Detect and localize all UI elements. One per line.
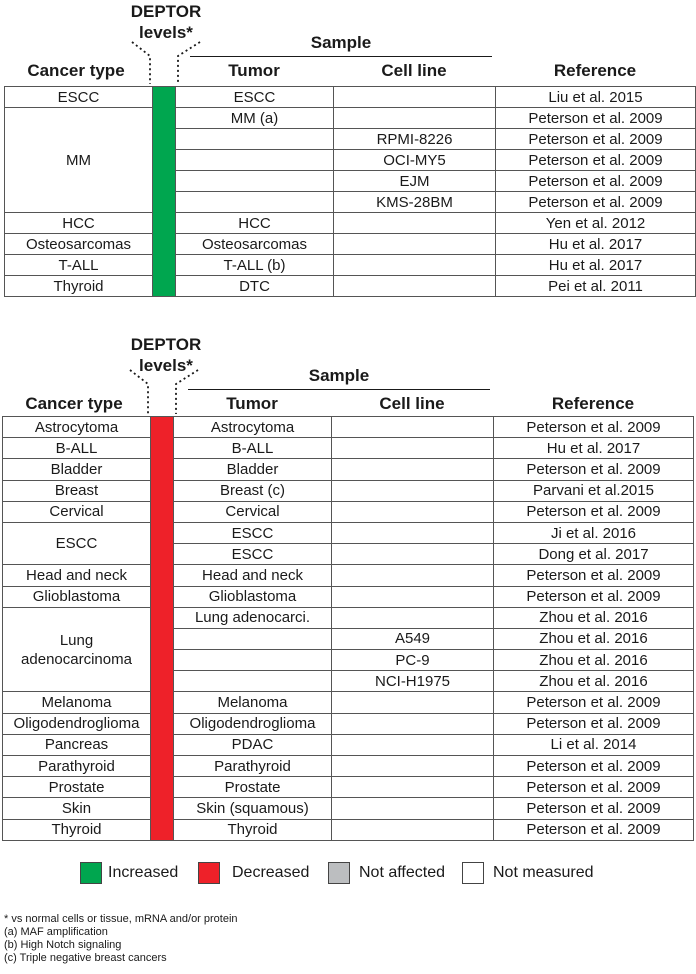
- cell-line-cell: [334, 87, 496, 108]
- col-header-tumor-2: Tumor: [226, 394, 278, 413]
- cell-line-cell: [332, 713, 494, 734]
- reference-cell: Peterson et al. 2009: [496, 150, 696, 171]
- cell-line-cell: [334, 276, 496, 297]
- cell-line-cell: A549: [332, 628, 494, 649]
- deptor-level-cell: [151, 459, 174, 480]
- deptor-level-cell: [153, 234, 176, 255]
- legend-swatch-not-measured: [462, 862, 484, 884]
- reference-cell: Peterson et al. 2009: [494, 459, 694, 480]
- cell-line-cell: [332, 586, 494, 607]
- reference-cell: Zhou et al. 2016: [494, 671, 694, 692]
- deptor-header-line1: DEPTOR: [130, 2, 202, 21]
- cancer-type-cell: B-ALL: [3, 438, 151, 459]
- cell-line-cell: NCI-H1975: [332, 671, 494, 692]
- cell-line-cell: [332, 501, 494, 522]
- table-row: [3, 438, 694, 459]
- cell-line-cell: [332, 734, 494, 755]
- tumor-cell: MM (a): [176, 108, 334, 129]
- cell-line-cell: [332, 544, 494, 565]
- reference-cell: Peterson et al. 2009: [494, 586, 694, 607]
- reference-cell: Peterson et al. 2009: [494, 565, 694, 586]
- reference-cell: Peterson et al. 2009: [494, 798, 694, 819]
- deptor-level-cell: [151, 480, 174, 501]
- col-header-cancer-type-2: Cancer type: [25, 394, 123, 413]
- cancer-type-cell: Thyroid: [5, 276, 153, 297]
- cell-line-cell: [334, 255, 496, 276]
- tumor-cell: [176, 129, 334, 150]
- cell-line-cell: [332, 438, 494, 459]
- deptor-level-cell: [151, 586, 174, 607]
- cell-line-cell: [332, 777, 494, 798]
- cell-line-cell: [332, 459, 494, 480]
- deptor-level-cell: [153, 108, 176, 129]
- tumor-cell: Cervical: [174, 501, 332, 522]
- deptor-header-line2: levels*: [139, 23, 193, 42]
- table-row: [5, 255, 696, 276]
- footnote-asterisk: * vs normal cells or tissue, mRNA and/or protein: [4, 913, 238, 925]
- table-row: [3, 480, 694, 501]
- tumor-cell: Parathyroid: [174, 756, 332, 777]
- cancer-type-cell: Osteosarcomas: [5, 234, 153, 255]
- deptor-level-cell: [153, 213, 176, 234]
- tumor-cell: HCC: [176, 213, 334, 234]
- cancer-type-cell: ESCC: [3, 522, 151, 564]
- deptor-level-cell: [151, 756, 174, 777]
- cancer-type-cell: Thyroid: [3, 819, 151, 840]
- tumor-cell: ESCC: [174, 544, 332, 565]
- sample-underline-2: [188, 389, 490, 390]
- deptor-level-cell: [151, 501, 174, 522]
- footnote-a: (a) MAF amplification: [4, 926, 108, 938]
- tumor-cell: [176, 192, 334, 213]
- legend-swatch-decreased: [198, 862, 220, 884]
- reference-cell: Peterson et al. 2009: [496, 171, 696, 192]
- table-row: [5, 234, 696, 255]
- table-row: [3, 501, 694, 522]
- cell-line-cell: RPMI-8226: [334, 129, 496, 150]
- cancer-type-cell: Melanoma: [3, 692, 151, 713]
- reference-cell: Zhou et al. 2016: [494, 650, 694, 671]
- cancer-type-cell: Skin: [3, 798, 151, 819]
- tumor-cell: Bladder: [174, 459, 332, 480]
- deptor-level-cell: [151, 734, 174, 755]
- col-header-reference-1: Reference: [553, 61, 637, 80]
- deptor-level-cell: [151, 565, 174, 586]
- deptor-level-cell: [151, 417, 174, 438]
- deptor-level-cell: [153, 192, 176, 213]
- cell-line-cell: [332, 819, 494, 840]
- reference-cell: Pei et al. 2011: [496, 276, 696, 297]
- reference-cell: Peterson et al. 2009: [494, 417, 694, 438]
- cell-line-cell: [332, 522, 494, 543]
- table-row: [3, 692, 694, 713]
- reference-cell: Liu et al. 2015: [496, 87, 696, 108]
- cancer-type-cell: Cervical: [3, 501, 151, 522]
- deptor-level-cell: [153, 171, 176, 192]
- tumor-cell: Breast (c): [174, 480, 332, 501]
- table-row: [5, 213, 696, 234]
- reference-cell: Peterson et al. 2009: [496, 192, 696, 213]
- deptor-level-cell: [151, 438, 174, 459]
- table-row: [3, 607, 694, 628]
- table-row: [3, 819, 694, 840]
- reference-cell: Li et al. 2014: [494, 734, 694, 755]
- cancer-type-cell: Pancreas: [3, 734, 151, 755]
- cancer-type-cell: Lung adenocarcinoma: [3, 607, 151, 692]
- cancer-type-cell: ESCC: [5, 87, 153, 108]
- col-header-cancer-type-1: Cancer type: [27, 61, 125, 80]
- col-header-cell-line-2: Cell line: [379, 394, 445, 413]
- tumor-cell: Oligodendroglioma: [174, 713, 332, 734]
- deptor-level-cell: [153, 87, 176, 108]
- cancer-type-cell: Breast: [3, 480, 151, 501]
- tumor-cell: B-ALL: [174, 438, 332, 459]
- sample-header-1: Sample: [310, 33, 372, 52]
- decreased-deptor-table: [2, 416, 694, 841]
- table-row: [3, 522, 694, 543]
- table-row: [3, 565, 694, 586]
- table-row: [5, 87, 696, 108]
- deptor-level-cell: [151, 671, 174, 692]
- tumor-cell: Lung adenocarci.: [174, 607, 332, 628]
- cancer-type-cell: Head and neck: [3, 565, 151, 586]
- tumor-cell: Prostate: [174, 777, 332, 798]
- reference-cell: Zhou et al. 2016: [494, 607, 694, 628]
- cancer-type-cell: Oligodendroglioma: [3, 713, 151, 734]
- table-row: [3, 777, 694, 798]
- reference-cell: Hu et al. 2017: [494, 438, 694, 459]
- col-header-reference-2: Reference: [551, 394, 635, 413]
- tumor-cell: DTC: [176, 276, 334, 297]
- reference-cell: Peterson et al. 2009: [496, 108, 696, 129]
- table-row: [3, 586, 694, 607]
- cell-line-cell: EJM: [334, 171, 496, 192]
- reference-cell: Ji et al. 2016: [494, 522, 694, 543]
- tumor-cell: [174, 650, 332, 671]
- cell-line-cell: [332, 565, 494, 586]
- legend-label-decreased: Decreased: [232, 864, 310, 881]
- table-row: [5, 276, 696, 297]
- tumor-cell: Skin (squamous): [174, 798, 332, 819]
- cancer-type-cell: HCC: [5, 213, 153, 234]
- sample-underline-1: [190, 56, 492, 57]
- tumor-cell: ESCC: [174, 522, 332, 543]
- cell-line-cell: [334, 213, 496, 234]
- cancer-type-cell: Astrocytoma: [3, 417, 151, 438]
- footnote-c: (c) Triple negative breast cancers: [4, 952, 167, 964]
- tumor-cell: [174, 628, 332, 649]
- reference-cell: Dong et al. 2017: [494, 544, 694, 565]
- tumor-cell: Melanoma: [174, 692, 332, 713]
- deptor-level-cell: [151, 607, 174, 628]
- reference-cell: Peterson et al. 2009: [494, 692, 694, 713]
- increased-deptor-table: [4, 86, 696, 297]
- legend-swatch-not-affected: [328, 862, 350, 884]
- deptor-level-cell: [151, 522, 174, 543]
- cell-line-cell: [332, 607, 494, 628]
- table-row: [3, 756, 694, 777]
- legend-swatch-increased: [80, 862, 102, 884]
- tumor-cell: [174, 671, 332, 692]
- table-row: [3, 713, 694, 734]
- cell-line-cell: [332, 756, 494, 777]
- tumor-cell: Astrocytoma: [174, 417, 332, 438]
- deptor-level-cell: [151, 819, 174, 840]
- reference-cell: Yen et al. 2012: [496, 213, 696, 234]
- reference-cell: Hu et al. 2017: [496, 255, 696, 276]
- tumor-cell: [176, 150, 334, 171]
- footnote-b: (b) High Notch signaling: [4, 939, 122, 951]
- legend-label-not-measured: Not measured: [493, 864, 594, 881]
- legend-label-not-affected: Not affected: [359, 864, 445, 881]
- col-header-cell-line-1: Cell line: [381, 61, 447, 80]
- cancer-type-cell: Bladder: [3, 459, 151, 480]
- reference-cell: Peterson et al. 2009: [494, 819, 694, 840]
- tumor-cell: [176, 171, 334, 192]
- cell-line-cell: [332, 798, 494, 819]
- cancer-type-cell: MM: [5, 108, 153, 213]
- deptor-level-cell: [153, 255, 176, 276]
- cancer-type-cell: Parathyroid: [3, 756, 151, 777]
- deptor-level-cell: [151, 713, 174, 734]
- cell-line-cell: OCI-MY5: [334, 150, 496, 171]
- tumor-cell: Glioblastoma: [174, 586, 332, 607]
- deptor-level-cell: [153, 276, 176, 297]
- tumor-cell: Thyroid: [174, 819, 332, 840]
- cell-line-cell: [332, 417, 494, 438]
- cancer-type-cell: T-ALL: [5, 255, 153, 276]
- tumor-cell: Osteosarcomas: [176, 234, 334, 255]
- table-row: [3, 734, 694, 755]
- legend-label-increased: Increased: [108, 864, 179, 881]
- cell-line-cell: [332, 480, 494, 501]
- cancer-type-cell: Glioblastoma: [3, 586, 151, 607]
- cell-line-cell: [332, 692, 494, 713]
- tumor-cell: PDAC: [174, 734, 332, 755]
- table-row: [3, 798, 694, 819]
- deptor-level-cell: [153, 150, 176, 171]
- deptor-level-cell: [153, 129, 176, 150]
- deptor-level-cell: [151, 650, 174, 671]
- table-row: [3, 417, 694, 438]
- reference-cell: Peterson et al. 2009: [494, 777, 694, 798]
- deptor-level-cell: [151, 692, 174, 713]
- deptor-header-line1: DEPTOR: [130, 335, 202, 354]
- tumor-cell: T-ALL (b): [176, 255, 334, 276]
- cell-line-cell: PC-9: [332, 650, 494, 671]
- sample-header-2: Sample: [308, 366, 370, 385]
- cell-line-cell: [334, 234, 496, 255]
- deptor-header-line2: levels*: [139, 356, 193, 375]
- cell-line-cell: KMS-28BM: [334, 192, 496, 213]
- table-row: [3, 459, 694, 480]
- deptor-level-cell: [151, 628, 174, 649]
- reference-cell: Zhou et al. 2016: [494, 628, 694, 649]
- cancer-type-cell: Prostate: [3, 777, 151, 798]
- tumor-cell: ESCC: [176, 87, 334, 108]
- reference-cell: Hu et al. 2017: [496, 234, 696, 255]
- deptor-level-cell: [151, 777, 174, 798]
- cell-line-cell: [334, 108, 496, 129]
- deptor-level-cell: [151, 544, 174, 565]
- reference-cell: Peterson et al. 2009: [494, 713, 694, 734]
- reference-cell: Peterson et al. 2009: [494, 756, 694, 777]
- tumor-cell: Head and neck: [174, 565, 332, 586]
- reference-cell: Peterson et al. 2009: [494, 501, 694, 522]
- table-row: [5, 108, 696, 129]
- reference-cell: Parvani et al.2015: [494, 480, 694, 501]
- deptor-level-cell: [151, 798, 174, 819]
- reference-cell: Peterson et al. 2009: [496, 129, 696, 150]
- col-header-tumor-1: Tumor: [228, 61, 280, 80]
